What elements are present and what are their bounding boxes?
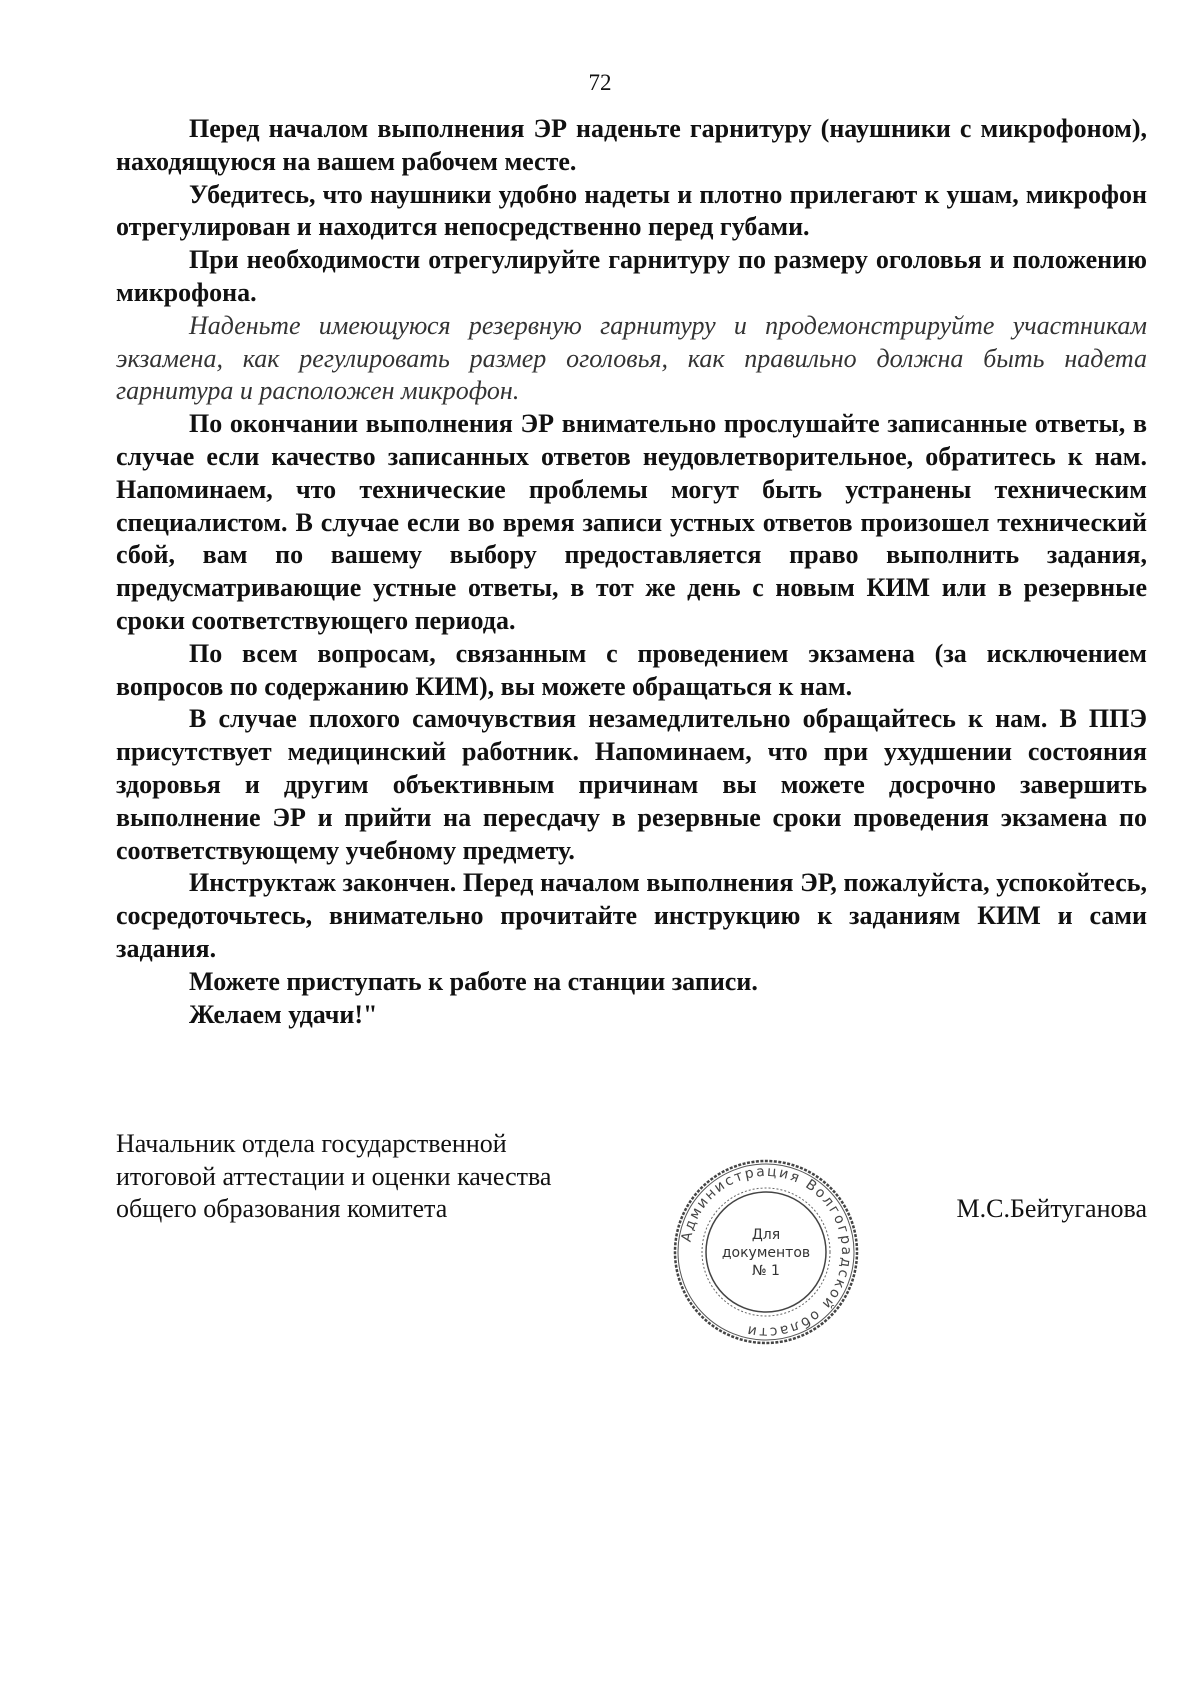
signatory-name: М.С.Бейтуганова <box>956 1194 1147 1223</box>
signatory-position <box>116 1128 551 1226</box>
paragraph-headset: Перед началом выполнения ЭР наденьте гарнитуру (наушники с микрофоном), находящуюся на вашем рабочем месте. <box>116 114 1147 176</box>
stamp-outer-text: Администрация Волгоградской области <box>678 1163 855 1341</box>
signatory-position-line: Начальник отдела государственной <box>116 1129 507 1158</box>
paragraph-adjust-headset: При необходимости отрегулируйте гарнитуру по размеру оголовья и положению микрофона. <box>116 245 1147 307</box>
official-stamp <box>671 1157 861 1347</box>
page-number: 72 <box>588 70 612 95</box>
stamp-center-line: № 1 <box>752 1263 780 1279</box>
paragraph-listen-answers: По окончании выполнения ЭР внимательно прослушайте записанные ответы, в случае если качество записанных ответов неудовлетворительное, обратитесь к нам. Напоминаем, что технические проблемы могут быть устранены техническим специалистом. В случае если во время записи устных ответов произошел технический сбой, вам по вашему выбору предоставляется право выполнить задания, предусматривающие устные ответы, в тот же день с новым КИМ или в резервные сроки соответствующего периода. <box>116 409 1147 635</box>
paragraph-questions: По всем вопросам, связанным с проведением экзамена (за исключением вопросов по содержанию КИМ), вы можете обращаться к нам. <box>116 638 1147 701</box>
paragraph-start-work: Можете приступать к работе на станции записи. <box>189 966 758 996</box>
paragraph-health: В случае плохого самочувствия незамедлительно обращайтесь к нам. В ППЭ присутствует медицинский работник. Напоминаем, что при ухудшении состояния здоровья и другим объективным причинам вы можете досрочно завершить выполнение ЭР и прийти на пересдачу в резервные сроки проведения экзамена по соответствующему учебному предмету. <box>116 704 1147 865</box>
paragraph-headphones-check: Убедитесь, что наушники удобно надеты и плотно прилегают к ушам, микрофон отрегулирован и находится непосредственно перед губами. <box>116 179 1147 242</box>
document-body <box>116 113 1147 1031</box>
signatory-position-line: итоговой аттестации и оценки качества <box>116 1161 552 1191</box>
paragraph-good-luck: Желаем удачи!" <box>189 999 378 1029</box>
paragraph-briefing-finished: Инструктаж закончен. Перед началом выполнения ЭР, пожалуйста, успокойтесь, сосредоточьтесь, внимательно прочитайте инструкцию к заданиям КИМ и сами задания. <box>116 868 1147 963</box>
signatory-position-line: общего образования комитета <box>116 1194 448 1223</box>
stamp-center-line: Для <box>751 1227 781 1243</box>
paragraph-organizer-instruction: Наденьте имеющуюся резервную гарнитуру и продемонстрируйте участникам экзамена, как регулировать размер оголовья, как правильно должна быть надета гарнитура и расположен микрофон. <box>116 310 1147 406</box>
stamp-center-line: документов <box>721 1245 811 1261</box>
